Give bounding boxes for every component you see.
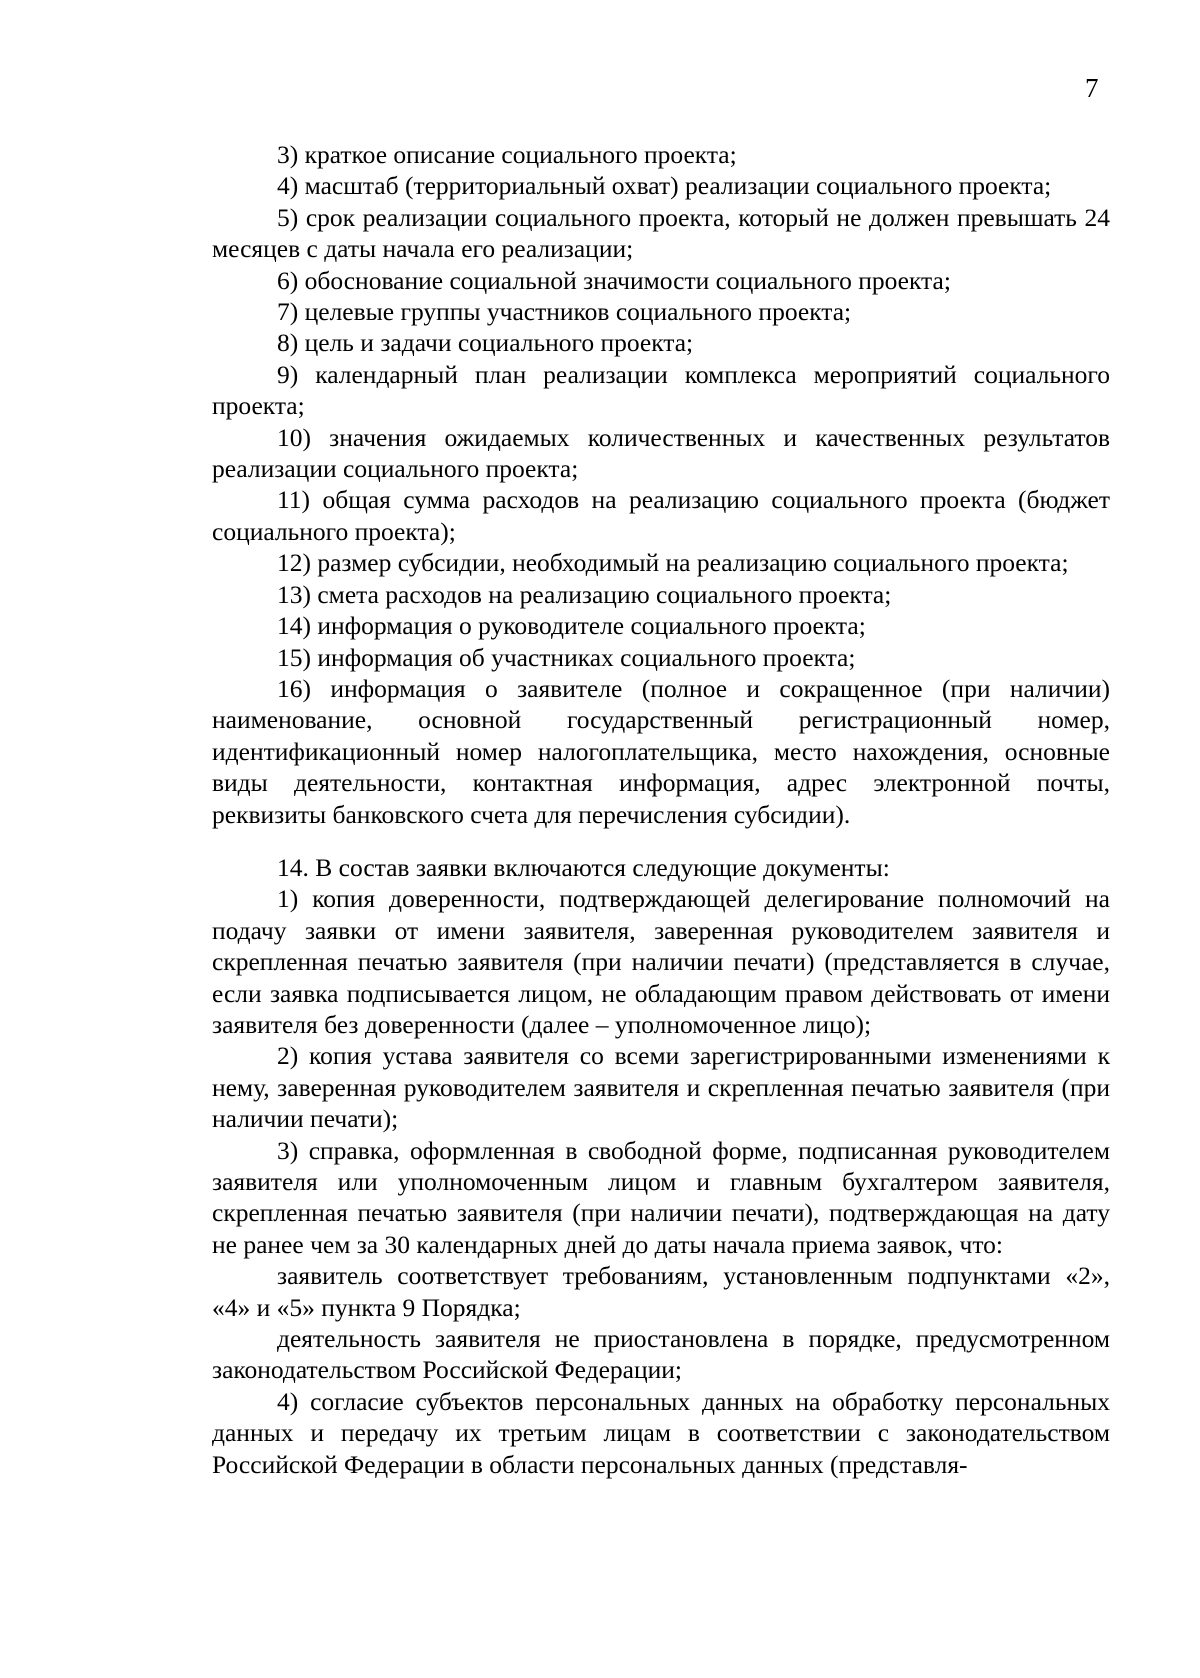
- list-item-13-9: 9) календарный план реализации комплекса мероприятий социального проекта;: [212, 359, 1110, 421]
- section-14-heading: 14. В состав заявки включаются следующие документы:: [277, 852, 890, 882]
- list-item-14-2: 2) копия устава заявителя со всеми зарегистрированными изменениями к нему, заверенная руководителем заявителя и скрепленная печатью заявителя (при наличии печати);: [212, 1041, 1110, 1134]
- list-item-13-3: 3) краткое описание социального проекта;: [277, 140, 737, 169]
- list-item-13-5: 5) срок реализации социального проекта, который не должен превышать 24 месяцев с даты начала его реализации;: [212, 202, 1110, 264]
- list-item-14-4: 4) согласие субъектов персональных данных на обработку персональных данных и передачу их третьим лицам в соответствии с законодательством Российской Федерации в области персональных данных (представля-: [212, 1386, 1110, 1479]
- list-item-13-7: 7) целевые группы участников социального проекта;: [277, 297, 852, 327]
- list-item-13-10: 10) значения ожидаемых количественных и качественных результатов реализации социального проекта;: [212, 422, 1110, 484]
- list-item-13-6: 6) обоснование социальной значимости социального проекта;: [277, 265, 951, 295]
- list-item-13-8: 8) цель и задачи социального проекта;: [277, 328, 694, 358]
- page-number: 7: [1085, 73, 1099, 103]
- document-body: [212, 139, 1110, 1480]
- list-item-13-15: 15) информация об участниках социального проекта;: [277, 642, 856, 672]
- list-item-13-13: 13) смета расходов на реализацию социального проекта;: [277, 579, 892, 609]
- list-item-13-12: 12) размер субсидии, необходимый на реализацию социального проекта;: [277, 548, 1069, 578]
- list-item-14-1: 1) копия доверенности, подтверждающей делегирование полномочий на подачу заявки от имени заявителя, заверенная руководителем заявителя и скрепленная печатью заявителя (при наличии печати) (представляется в случае, если заявка подписывается лицом, не обладающим правом действовать от имени заявителя без доверенности (далее – уполномоченное лицо);: [212, 884, 1110, 1039]
- list-item-13-4: 4) масштаб (территориальный охват) реализации социального проекта;: [277, 171, 1052, 201]
- list-item-14-3: 3) справка, оформленная в свободной форме, подписанная руководителем заявителя или уполномоченным лицом и главным бухгалтером заявителя, скрепленная печатью заявителя (при наличии печати), подтверждающая на дату не ранее чем за 30 календарных дней до даты начала приема заявок, что:: [212, 1135, 1110, 1259]
- list-item-14-3-clause-b: деятельность заявителя не приостановлена в порядке, предусмотренном законодательством Российской Федерации;: [212, 1324, 1110, 1385]
- list-item-13-11: 11) общая сумма расходов на реализацию социального проекта (бюджет социального проекта);: [212, 485, 1110, 546]
- list-item-13-14: 14) информация о руководителе социального проекта;: [277, 611, 866, 641]
- list-item-14-3-clause-a: заявитель соответствует требованиям, установленным подпунктами «2», «4» и «5» пункта 9 Порядка;: [212, 1261, 1110, 1322]
- list-item-13-16: 16) информация о заявителе (полное и сокращенное (при наличии) наименование, основной государственный регистрационный номер, идентификационный номер налогоплательщика, место нахождения, основные виды деятельности, контактная информация, адрес электронной почты, реквизиты банковского счета для перечисления субсидии).: [212, 673, 1110, 829]
